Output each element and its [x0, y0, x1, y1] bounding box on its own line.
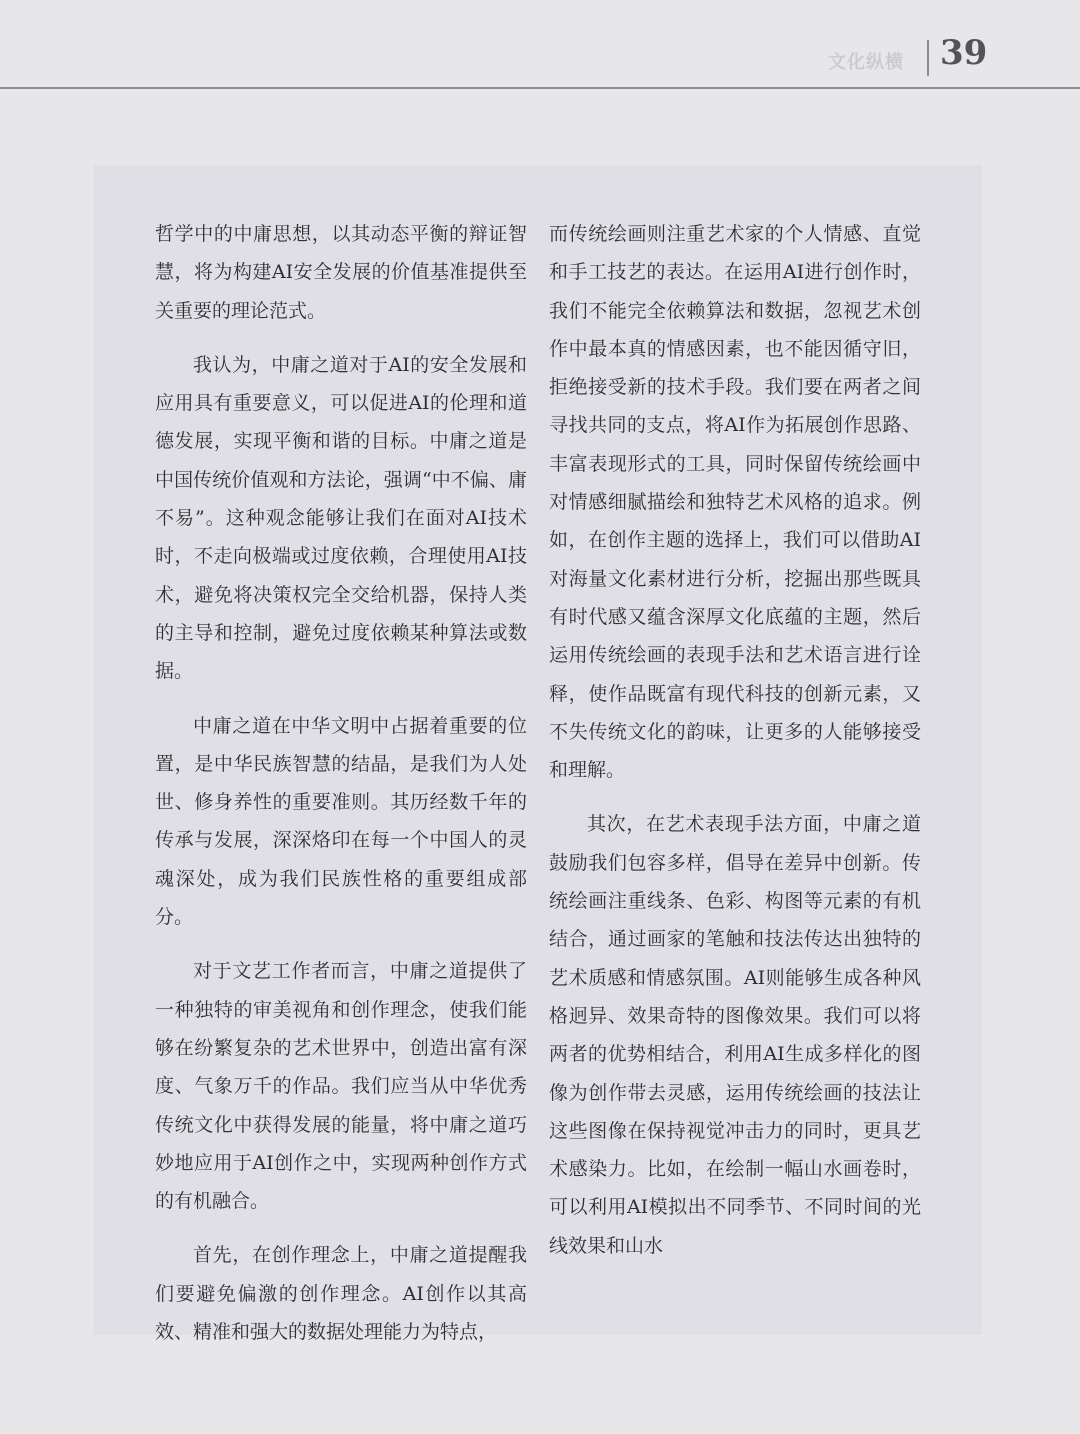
section-title: 文化纵横: [828, 52, 904, 73]
paragraph: 对于文艺工作者而言，中庸之道提供了一种独特的审美视角和创作理念，使我们能够在纷繁复杂的艺术世界中，创造出富有深度、气象万千的作品。我们应当从中华优秀传统文化中获得发展的能量，将中庸之道巧妙地应用于AI创作之中，实现两种创作方式的有机融合。: [155, 960, 527, 1213]
page-number: 39: [940, 33, 988, 73]
header-rule: [0, 87, 1080, 89]
header-divider: [927, 40, 929, 76]
paragraph: 中庸之道在中华文明中占据着重要的位置，是中华民族智慧的结晶，是我们为人处世、修身养性的重要准则。其历经数千年的传承与发展，深深烙印在每一个中国人的灵魂深处，成为我们民族性格的重要组成部分。: [155, 714, 527, 929]
paragraph: 首先，在创作理念上，中庸之道提醒我们要避免偏激的创作理念。AI创作以其高效、精准和强大的数据处理能力为特点，: [155, 1244, 527, 1344]
paragraph: 而传统绘画则注重艺术家的个人情感、直觉和手工技艺的表达。在运用AI进行创作时，我们不能完全依赖算法和数据，忽视艺术创作中最本真的情感因素，也不能因循守旧，拒绝接受新的技术手段。我们要在两者之间寻找共同的支点，将AI作为拓展创作思路、丰富表现形式的工具，同时保留传统绘画中对情感细腻描绘和独特艺术风格的追求。例如，在创作主题的选择上，我们可以借助AI对海量文化素材进行分析，挖掘出那些既具有时代感又蕴含深厚文化底蕴的主题，然后运用传统绘画的表现手法和艺术语言进行诠释，使作品既富有现代科技的创新元素，又不失传统文化的韵味，让更多的人能够接受和理解。: [549, 223, 921, 782]
right-column: [549, 215, 921, 1265]
paragraph: 哲学中的中庸思想，以其动态平衡的辩证智慧，将为构建AI安全发展的价值基准提供至关重要的理论范式。: [155, 223, 527, 322]
paragraph: 其次，在艺术表现手法方面，中庸之道鼓励我们包容多样，倡导在差异中创新。传统绘画注重线条、色彩、构图等元素的有机结合，通过画家的笔触和技法传达出独特的艺术质感和情感氛围。AI则能够生成各种风格迥异、效果奇特的图像效果。我们可以将两者的优势相结合，利用AI生成多样化的图像为创作带去灵感，运用传统绘画的技法让这些图像在保持视觉冲击力的同时，更具艺术感染力。比如，在绘制一幅山水画卷时，可以利用AI模拟出不同季节、不同时间的光线效果和山水: [549, 813, 921, 1257]
paragraph: 我认为，中庸之道对于AI的安全发展和应用具有重要意义，可以促进AI的伦理和道德发展，实现平衡和谐的目标。中庸之道是中国传统价值观和方法论，强调“中不偏、庸不易”。这种观念能够让我们在面对AI技术时，不走向极端或过度依赖，合理使用AI技术，避免将决策权完全交给机器，保持人类的主导和控制，避免过度依赖某种算法或数据。: [155, 353, 527, 683]
left-column: [155, 215, 527, 1351]
